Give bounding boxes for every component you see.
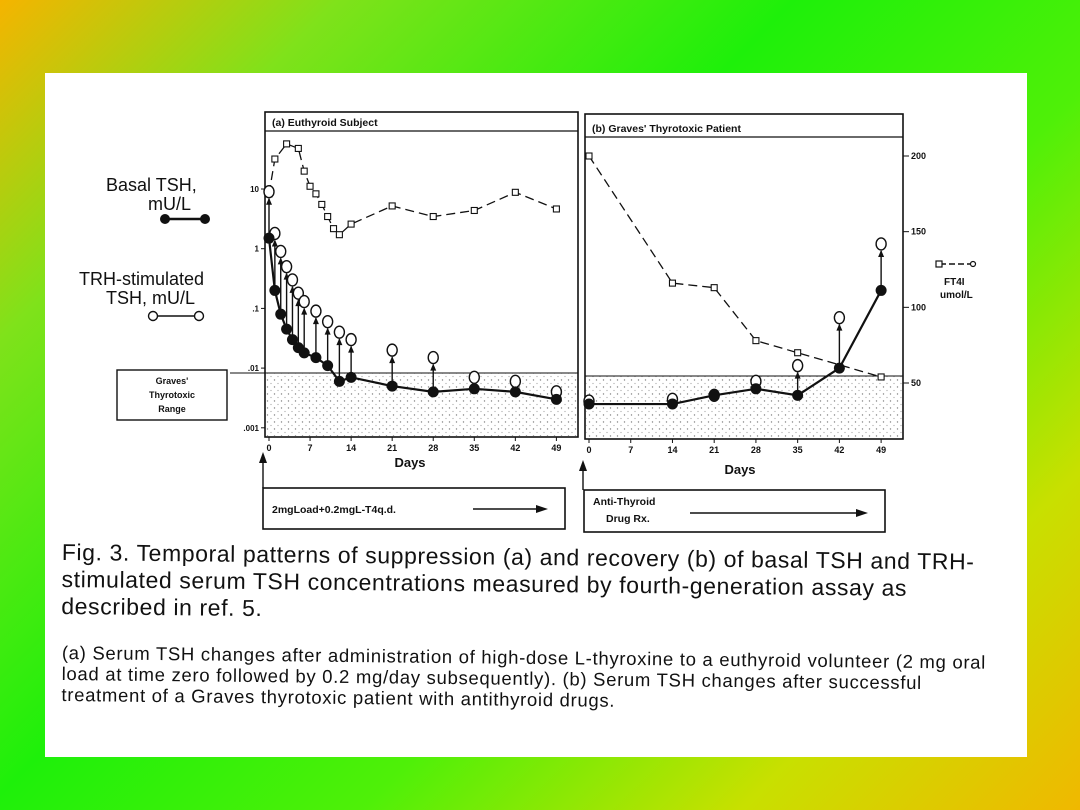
x-tick-label: 28 [750, 445, 761, 455]
basal-tsh-point [792, 390, 803, 401]
x-tick-label: 49 [551, 443, 562, 453]
trh-tsh-point [834, 312, 844, 324]
trh-arrow-head [389, 356, 395, 363]
ft4-point [878, 374, 884, 380]
x-tick-label: 35 [792, 445, 803, 455]
legend-basal-symbol [160, 214, 210, 224]
trh-tsh-point [287, 274, 297, 286]
x-axis-label-a: Days [394, 455, 426, 470]
graves-range-line-3: Range [158, 404, 186, 414]
treatment-label-b-line1: Anti-Thyroid [593, 496, 656, 508]
day-zero-arrow-a [259, 452, 267, 488]
legend-trh-symbol [149, 312, 204, 321]
day-zero-arrow-b [579, 460, 587, 490]
x-tick-label: 35 [469, 443, 480, 453]
ft4-point [553, 206, 559, 212]
graves-range-line-2: Thyrotoxic [148, 390, 196, 400]
trh-tsh-point [282, 261, 292, 273]
y-left-tick-label: 1 [254, 244, 259, 254]
ft4-point [389, 203, 395, 209]
x-tick-label: 21 [709, 445, 720, 455]
x-tick-label: 7 [307, 443, 313, 453]
trh-tsh-point [299, 296, 309, 308]
basal-tsh-point [551, 394, 562, 405]
ft4-point [319, 201, 325, 207]
trh-arrow-head [266, 198, 272, 205]
ft4-point [295, 145, 301, 151]
trh-arrow-head [836, 324, 842, 331]
panel-b-title: (b) Graves' Thyrotoxic Patient [592, 123, 741, 135]
basal-tsh-point [834, 363, 845, 374]
trh-tsh-point [510, 375, 520, 387]
ft4-point [284, 141, 290, 147]
panel-a-title: (a) Euthyroid Subject [272, 117, 378, 129]
ft4-point [313, 191, 319, 197]
x-tick-label: 21 [387, 443, 398, 453]
figure-caption-detail: (a) Serum TSH changes after administration of high-dose L-thyroxine to a euthyroid volunteer (2 mg oral load at time zero followed by 0.2 mg/day subsequently). (b) Serum TSH changes after successful treatment of a Graves thyrotoxic patient with antithyroid drugs. [61, 642, 987, 711]
y-right-tick-label: 50 [911, 378, 922, 388]
x-tick-label: 14 [346, 443, 357, 453]
trh-arrow-head [878, 250, 884, 257]
basal-tsh-point [510, 386, 521, 397]
chart-series [264, 141, 887, 410]
basal-tsh-point [346, 372, 357, 383]
y-right-tick-label: 100 [911, 302, 927, 313]
basal-tsh-point [428, 386, 439, 397]
trh-arrow-head [430, 364, 436, 371]
trh-tsh-point [793, 360, 803, 372]
trh-tsh-point [264, 186, 274, 198]
trh-arrow-head [348, 346, 354, 353]
trh-tsh-point [469, 371, 479, 383]
ft4-point [325, 214, 331, 220]
ft4-point [471, 207, 477, 213]
trh-tsh-point [311, 305, 321, 317]
y-right-tick-label: 150 [911, 226, 927, 237]
legend-ft4-symbol [936, 261, 976, 267]
treatment-label-a: 2mgLoad+0.2mgL-T4q.d. [272, 504, 396, 516]
ft4-point [669, 280, 675, 286]
basal-tsh-point [264, 233, 275, 244]
y-left-tick-label: .001 [243, 423, 259, 433]
basal-tsh-point [334, 376, 345, 387]
trh-arrow-head [795, 372, 801, 379]
basal-tsh-point [469, 383, 480, 394]
basal-tsh-point [709, 390, 720, 401]
x-tick-label: 42 [510, 443, 521, 453]
x-tick-label: 28 [428, 443, 439, 453]
x-tick-label: 49 [876, 445, 887, 455]
ft4-point [512, 189, 518, 195]
x-tick-label: 42 [834, 445, 845, 455]
figure-caption: Fig. 3. Temporal patterns of suppression (a) and recovery (b) of basal TSH and TRH-stimulated serum TSH concentrations measured by fourth-generation assay as described in ref. 5. [61, 539, 975, 622]
ft4-point [336, 232, 342, 238]
basal-tsh-point [281, 324, 292, 335]
legend-ft4-title: FT4I [944, 277, 965, 288]
trh-arrow-head [313, 317, 319, 324]
basal-tsh-point [876, 285, 887, 296]
legend-basal-unit: mU/L [148, 194, 192, 214]
trh-tsh-point [876, 238, 886, 250]
trh-tsh-point [323, 316, 333, 328]
legend-ft4-unit: umol/L [940, 290, 973, 301]
treatment-label-b-line2: Drug Rx. [606, 513, 650, 525]
basal-tsh-point [299, 347, 310, 358]
graves-range-line-1: Graves' [155, 376, 189, 386]
trh-tsh-point [276, 245, 286, 257]
x-tick-label: 0 [266, 443, 272, 453]
y-left-tick-label: .01 [247, 364, 259, 374]
x-tick-label: 0 [586, 445, 592, 455]
basal-tsh-point [584, 399, 595, 410]
legend-trh-unit: TSH, mU/L [106, 288, 196, 308]
basal-tsh-point [387, 381, 398, 392]
ft4-point [795, 350, 801, 356]
ft4-point [586, 153, 592, 159]
x-axis-label-b: Days [724, 462, 756, 477]
ft4-point [307, 183, 313, 189]
legend-trh-title: TRH-stimulated [79, 269, 205, 289]
ft4-point [272, 156, 278, 162]
graves-range-shade-b [586, 376, 902, 438]
trh-arrow-head [301, 308, 307, 315]
y-left-tick-label: 10 [250, 185, 259, 194]
trh-arrow-head [325, 328, 331, 335]
basal-tsh-point [667, 399, 678, 410]
ft4-line-b [589, 156, 881, 377]
x-tick-label: 14 [667, 445, 678, 455]
trh-tsh-point [428, 352, 438, 364]
ft4-point [753, 338, 759, 344]
y-right-tick-label: 200 [911, 151, 927, 161]
basal-tsh-point [310, 352, 321, 363]
trh-tsh-point [387, 344, 397, 356]
legend-basal-title: Basal TSH, [106, 175, 197, 195]
ft4-point [348, 221, 354, 227]
x-tick-label: 7 [628, 445, 634, 455]
graves-range-shade-a [266, 373, 577, 436]
ft4-point [430, 214, 436, 220]
basal-tsh-point [322, 360, 333, 371]
basal-tsh-point [275, 309, 286, 320]
basal-tsh-point [269, 285, 280, 296]
trh-arrow-head [336, 338, 342, 345]
basal-tsh-point [750, 383, 761, 394]
ft4-point [711, 285, 717, 291]
ft4-point [301, 168, 307, 174]
ft4-point [331, 226, 337, 232]
trh-tsh-point [346, 334, 356, 346]
y-left-tick-label: .1 [252, 304, 259, 314]
trh-tsh-point [334, 326, 344, 338]
